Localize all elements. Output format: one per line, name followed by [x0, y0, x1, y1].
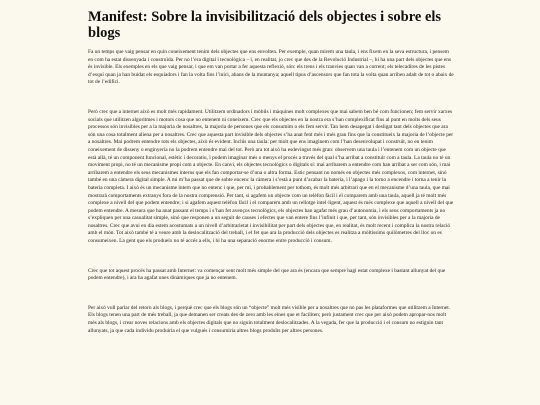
- paragraph-internet-process: Crec que tot aquest procés ha passat amb Internet: va començar sent molt més simple del que ara és (encara que sempre hagi estat complexe i bastant allunyat del que podem entendre), i ara ha agafat unes dinàmiques que ja no entenem.: [88, 267, 446, 282]
- paragraph-blogs-return: Per això vull parlar del retorn als blogs, i perquè crec que els blogs són un “objecte” molt més visible per a nosaltres que no pas les plataformes que utilitzem a Internet. Els blogs tenen una part de més treball, ja que demanen ser creats des de zero amb les eines que et faciliten; però justament crec que per això podem apropar-nos molt més als blogs, i crear noves relacions amb els objectes digitals que no siguin totalment deslocalitzades. A la vegada, fer que la producció i el consum no estiguin tant allunyats, ja que cada individu produiria el que vulgués i consumiria altres blogs produïts per altres persones.: [88, 304, 451, 334]
- article-title: Manifest: Sobre la invisibilització dels objectes i sobre els blogs: [88, 9, 442, 41]
- paragraph-internet-complexity: Però crec que a internet això es molt més rapidament. Utilitzem ordinadors i mòbils i màquines molt complexes que mai sabem ben bé com funcionen; fem servir xarxes socials que utilitzen algoritmes i motors cosa que no entenem ni coneixem. Crec que els objectes en la nostra era s’han complexificat fins al punt en molts dels seus processos són invisibles per a la majoria de nosaltres, la majoria de persones que els consumim o els fem servir. Tan hem desapegat i desligat tant dels objectes que ara són una cosa totalment aliena per a nosaltres. Crec que aquesta part invisible dels objectes s’ha anat fent més i més gran fins que la constitueix la majoria de l’objecte per a nosaltres. Mai podrem entendre tots els objectes, això és evident. Inclús una taula: per molt que ens imaginem com l’han desenvolupat i construït, no en tenim coneixement de disseny o enginyeria no la podrem entendre mai del tot. Però ara tot això ha esdevingut més gran: observem una taula i l’entenem com un objecte que està allà, té un component funcional, estètic i decoratiu, i podem imaginar més o menys el procés a través del qual s’ha arribat a constituir com a taula. La taula no té un moviment propi, no té un mecanisme propi com a objecte. En canvi, els objectes tecnològics o digitals sí: mai arribarem a entendre com han arribat a ser com són, i mai arribarem a entendre els seus mecanismes interns que els fan comportar-se d’una o altra forma. Estic pensant no només en objectes més complexos, com internet, sinó també en una càmera digital simple. A mi m’ha passat que de sobte encenc la càmera i s’està a punt d’acabar la bateria, i l’apago i la torno a encendre i torna a tenir la bateria completa. I això és un mecanisme intern que no entenc i que, per mi, i probablement per tothom, és molt més arbitrari que en el mecanisme d’una taula, que mai mostrarà comportaments extranys fora de la nostra comprensió. Per tant, si agafem un objecte com un telèfon fàcil i el comparem amb una taula, aquell ja té molt més complexe a nivell del que podem entendre; i si agafem aquest telèfon fàcil i el comparem amb un rellotge intel·ligent, aquest és més complexe que aquell a nivell del que podem entendre. A mesura que ha anat passant el temps i s’han fet avenços tecnològics, els objectes han agafat més grau d’autonomia, i els seus comportaments ja no s’expliquen per una casualitat simple, sinó que responen a un seguit de causes i efectes que van entere fins l’infinit i que, per tant, són invisibles per a la majoria de nosaltres. Crec que avui en dia estem acostumats a un nivell d’arbitrarietat i invisibilitat per part dels objectes que, en realitat, és molt recent i complica la nostra relació amb el món. Tot això també té a veure amb la deslocalització del treball, i el fet que ara la producció dels objectes es realitza a mòltissims quilòmetres del lloc on es consumeixen. La gent que els produeix no té accés a ells, i hi ha una separació enorme entre producció i consum.: [88, 108, 454, 245]
- paragraph-objects-intro: Fa un temps que vaig pensar en quin coneixement tenim dels objectes que ens envolten. Per exemple, quan mirem una taula, i ens fixem en la seva estructura, i pensem en com ha estat dissenyada i construïda. Per no l’era digital i tecnològica – i, en realitat, jo crec que des de la Revolució Industrial –, hi ha una part dels objectes que ens és invisible. Els exemples en els que vaig pensar, i que em van portar a fer aquesta reflexió, són: els trens i els tranvies quan van a corrent; els telecadires de les pistes d’esquí quan ja han buidat els esquiadors i fan la volta fins l’inici, abans de la muntanya; aquell tipus d’ascensors que fan tota la volta quan arriben adalt de tot o abaix de tot de l’edifici.: [88, 49, 454, 86]
- article-body: [88, 49, 454, 335]
- article: [88, 9, 454, 357]
